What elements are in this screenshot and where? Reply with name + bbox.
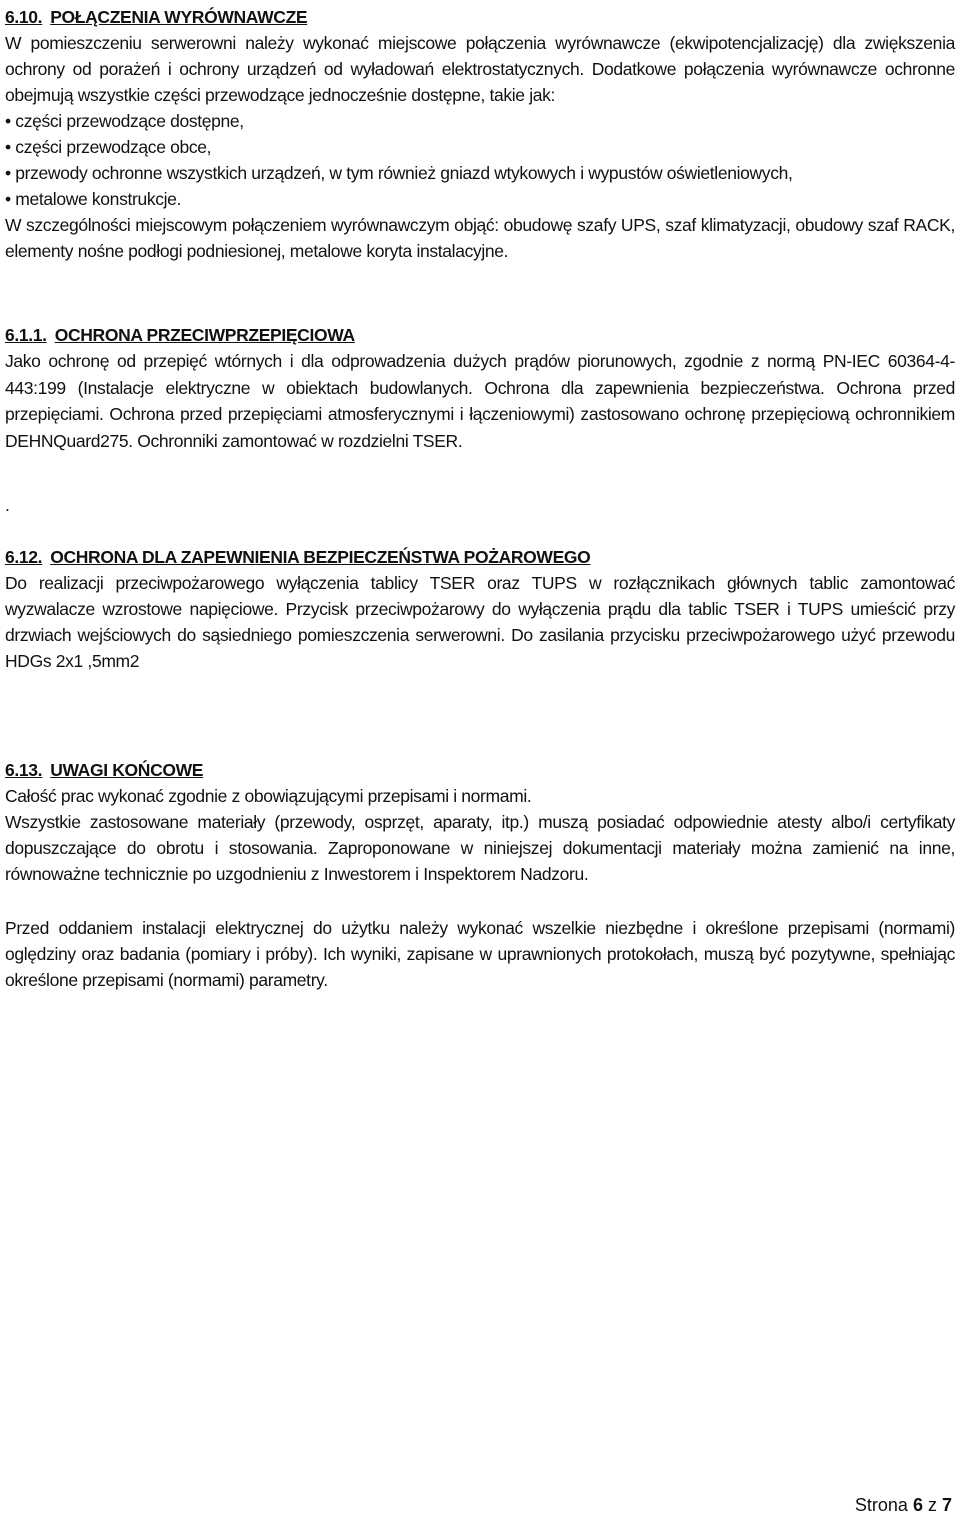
- bullet-item: • części przewodzące dostępne,: [5, 111, 244, 131]
- section-6-1-1-paragraph: Jako ochronę od przepięć wtórnych i dla odprowadzenia dużych prądów piorunowych, zgodnie z normą PN-IEC 60364-4-443:199 (Instalacje elektryczne w obiektach budowlanych. Ochrona dla zapewnienia bezpieczeństwa. Ochrona przed przepięciami. Ochrona przed przepięciami atmosferycznymi i łączeniowymi) zastosowano ochronę przepięciową ochronnikiem DEHNQuard275. Ochronniki zamontować w rozdzielni TSER.: [5, 351, 955, 451]
- total-pages: 7: [941, 1495, 952, 1515]
- section-6-10-paragraph-2: W szczególności miejscowym połączeniem wyrównawczym objąć: obudowę szafy UPS, szaf klimatyzacji, obudowy szaf RACK, elementy nośne podłogi podniesionej, metalowe koryta instalacyjne.: [5, 215, 955, 261]
- section-6-10-paragraph-1: W pomieszczeniu serwerowni należy wykonać miejscowe połączenia wyrównawcze (ekwipotencjalizację) dla zwiększenia ochrony od porażeń i ochrony urządzeń od wyładowań elektrostatycznych. Dodatkowe połączenia wyrównawcze ochronne obejmują wszystkie części przewodzące jednocześnie dostępne, takie jak:: [5, 33, 955, 105]
- page-label: Strona: [854, 1495, 908, 1515]
- current-page: 6: [912, 1495, 923, 1515]
- section-title: UWAGI KOŃCOWE: [50, 760, 204, 780]
- section-6-13-paragraph-2: Wszystkie zastosowane materiały (przewody, osprzęt, aparaty, itp.) muszą posiadać odpowiednie atesty albo/i certyfikaty dopuszczające do obrotu i stosowania. Zaproponowane w niniejszej dokumentacji materiały można zamienić na inne, równoważne technicznie po uzgodnieniu z Inwestorem i Inspektorem Nadzoru.: [5, 812, 955, 884]
- stray-dot: .: [5, 495, 10, 515]
- section-6-13-heading: [5, 757, 955, 783]
- section-title: OCHRONA PRZECIWPRZEPIĘCIOWA: [54, 325, 355, 345]
- page-number: [855, 1495, 952, 1516]
- bullet-item: • przewody ochronne wszystkich urządzeń, w tym również gniazd wtykowych i wypustów oświetleniowych,: [5, 163, 793, 183]
- section-6-1-1-heading: [5, 322, 955, 348]
- section-6-12-heading: [5, 544, 955, 570]
- section-title: OCHRONA DLA ZAPEWNIENIA BEZPIECZEŃSTWA POŻAROWEGO: [50, 547, 591, 567]
- section-number: 6.13.: [5, 760, 43, 780]
- bullet-item: • metalowe konstrukcje.: [5, 189, 182, 209]
- page-of: z: [927, 1495, 937, 1515]
- section-6-10-heading: [5, 4, 955, 30]
- section-number: 6.1.1.: [5, 325, 47, 345]
- section-title: POŁĄCZENIA WYRÓWNAWCZE: [50, 7, 308, 27]
- section-6-13-paragraph-1: Całość prac wykonać zgodnie z obowiązującymi przepisami i normami.: [5, 786, 532, 806]
- section-number: 6.12.: [5, 547, 43, 567]
- section-6-13-paragraph-3: Przed oddaniem instalacji elektrycznej do użytku należy wykonać wszelkie niezbędne i określone przepisami (normami) oględziny oraz badania (pomiary i próby). Ich wyniki, zapisane w uprawnionych protokołach, muszą być pozytywne, spełniając określone przepisami (normami) parametry.: [5, 918, 955, 990]
- section-6-12-paragraph: Do realizacji przeciwpożarowego wyłączenia tablicy TSER oraz TUPS w rozłącznikach głównych tablic zamontować wyzwalacze wzrostowe napięciowe. Przycisk przeciwpożarowy do wyłączenia prądu dla tablic TSER i TUPS umieścić przy drzwiach wejściowych do sąsiedniego pomieszczenia serwerowni. Do zasilania przycisku przeciwpożarowego użyć przewodu HDGs 2x1 ,5mm2: [5, 573, 955, 671]
- bullet-item: • części przewodzące obce,: [5, 137, 212, 157]
- section-number: 6.10.: [5, 7, 43, 27]
